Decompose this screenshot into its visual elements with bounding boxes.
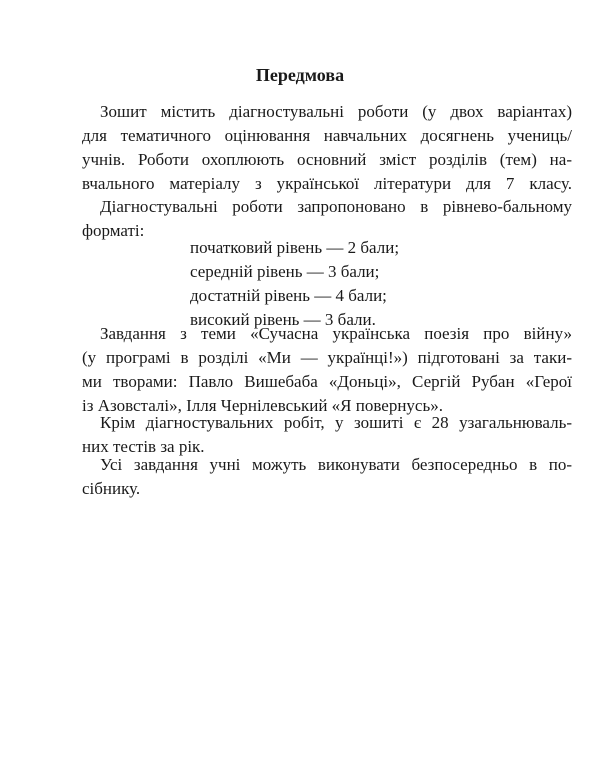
text-line: (у програмі в розділі «Ми — українці!») підготовані за таки- (82, 348, 572, 367)
text-line: Завдання з теми «Сучасна українська поезія про війну» (100, 324, 572, 343)
text-line: вчального матеріалу з української літератури для 7 класу. (82, 174, 572, 193)
paragraph-tests (82, 411, 572, 459)
text-line: Діагностувальні роботи запропоновано в рівнево-бальному (100, 197, 572, 216)
text-line: для тематичного оцінювання навчальних досягнень учениць/ (82, 126, 572, 145)
text-line: ми творами: Павло Вишебаба «Доньці», Сергій Рубан «Герої (82, 372, 572, 391)
levels-list (190, 236, 399, 332)
paragraph-intro (82, 100, 572, 196)
text-line: сібнику. (82, 479, 141, 498)
page-title: Передмова (255, 65, 345, 85)
text-line: із Азовсталі», Ілля Чернілевський «Я повернусь». (82, 396, 443, 415)
level-item: високий рівень — 3 бали. (190, 310, 376, 329)
text-line: них тестів за рік. (82, 437, 205, 456)
level-item: початковий рівень — 2 бали; (190, 238, 400, 257)
text-line: Усі завдання учні можуть виконувати безпосередньо в по- (100, 455, 572, 474)
level-item: достатній рівень — 4 бали; (190, 286, 387, 305)
paragraph-workbook (82, 453, 572, 501)
text-line: Крім діагностувальних робіт, у зошиті є 28 узагальнюваль- (100, 413, 572, 432)
level-item: середній рівень — 3 бали; (190, 262, 380, 281)
text-line: форматі: (82, 221, 145, 240)
paragraph-war-poetry (82, 322, 572, 418)
text-line: учнів. Роботи охоплюють основний зміст розділів (тем) на- (82, 150, 572, 169)
text-line: Зошит містить діагностувальні роботи (у двох варіантах) (100, 102, 572, 121)
